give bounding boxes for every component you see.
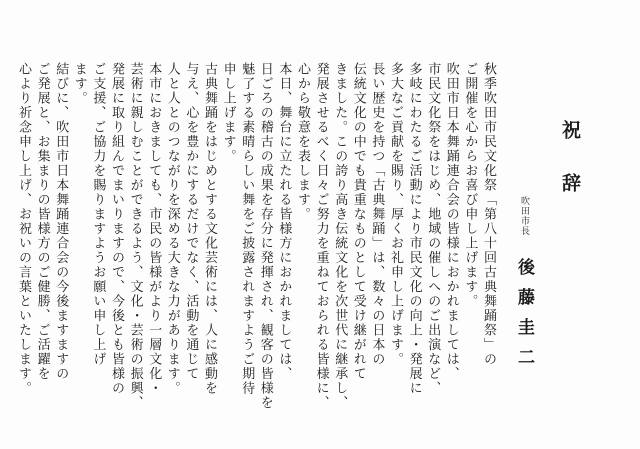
- body-line: ます。: [71, 62, 87, 106]
- body-line: 与え、心を豊かにするだけでなく、活動を通じて: [183, 62, 199, 381]
- body-line: 本市におきましても、市民の皆様がより一層文化・: [146, 62, 162, 396]
- body-line: きました。この誇り高き伝統文化を次世代に継承し、: [332, 62, 348, 410]
- body-line: ご支援、ご協力を賜りますようお願い申し上げ: [90, 62, 106, 367]
- body-line: 吹田市日本舞踊連合会の皆様におかれましては、: [443, 62, 459, 381]
- body-line: 申し上げます。: [220, 62, 236, 164]
- body-line: 発展に取り組んでまいりますので、今後とも皆様の: [109, 62, 124, 396]
- body-line: 結びに、吹田市日本舞踊連合会の今後ますますの: [53, 62, 69, 381]
- body-line: 長い歴史を持つ「古典舞踊」は、数々の日本の: [369, 62, 385, 367]
- body-line: 心より祈念申し上げ、お祝いの言葉といたします。: [16, 62, 31, 396]
- body-line: 市民文化祭をはじめ、地域の催しへのご出演など、: [425, 62, 441, 396]
- document-title: 祝辞: [559, 120, 581, 226]
- body-line: 秋季吹田市民文化祭「第八十回古典舞踊祭」の: [481, 62, 496, 367]
- body-line: ご開催を心からお喜び申し上げます。: [462, 62, 478, 309]
- body-line: 芸術に親しむことができるよう、文化・芸術の振興、: [127, 62, 143, 410]
- body-line: 魅了する素晴らしい舞をご披露されますようご期待: [239, 62, 255, 396]
- body-line: 本日、舞台に立たれる皆様方におかれましては、: [276, 62, 292, 381]
- body-line: ご発展と、お集まりの皆様方のご健勝、ご活躍を: [34, 62, 50, 381]
- body-line: 心から敬意を表します。: [295, 62, 310, 222]
- body-line: 多岐にわたるご活動により市民文化の向上・発展に: [406, 62, 422, 396]
- body-line: 日ごろの稽古の成果を存分に発揮され、観客の皆様を: [257, 62, 273, 410]
- body-line: 伝統文化の中でも貴重なものとして受け継がれて: [350, 62, 366, 381]
- signature-title: 吹田市長: [519, 196, 529, 236]
- body-line: 多大なご貢献を賜り、厚くお礼申し上げます。: [388, 62, 403, 367]
- body-line: 人と人とのつながりを深める大きな力があります。: [164, 62, 180, 396]
- signature-name: 後藤圭二: [514, 258, 534, 378]
- body-line: 古典舞踊をはじめとする文化芸術には、人に感動を: [202, 62, 217, 396]
- body-line: 発展させるべく日々ご努力を重ねておられる皆様に、: [313, 62, 329, 410]
